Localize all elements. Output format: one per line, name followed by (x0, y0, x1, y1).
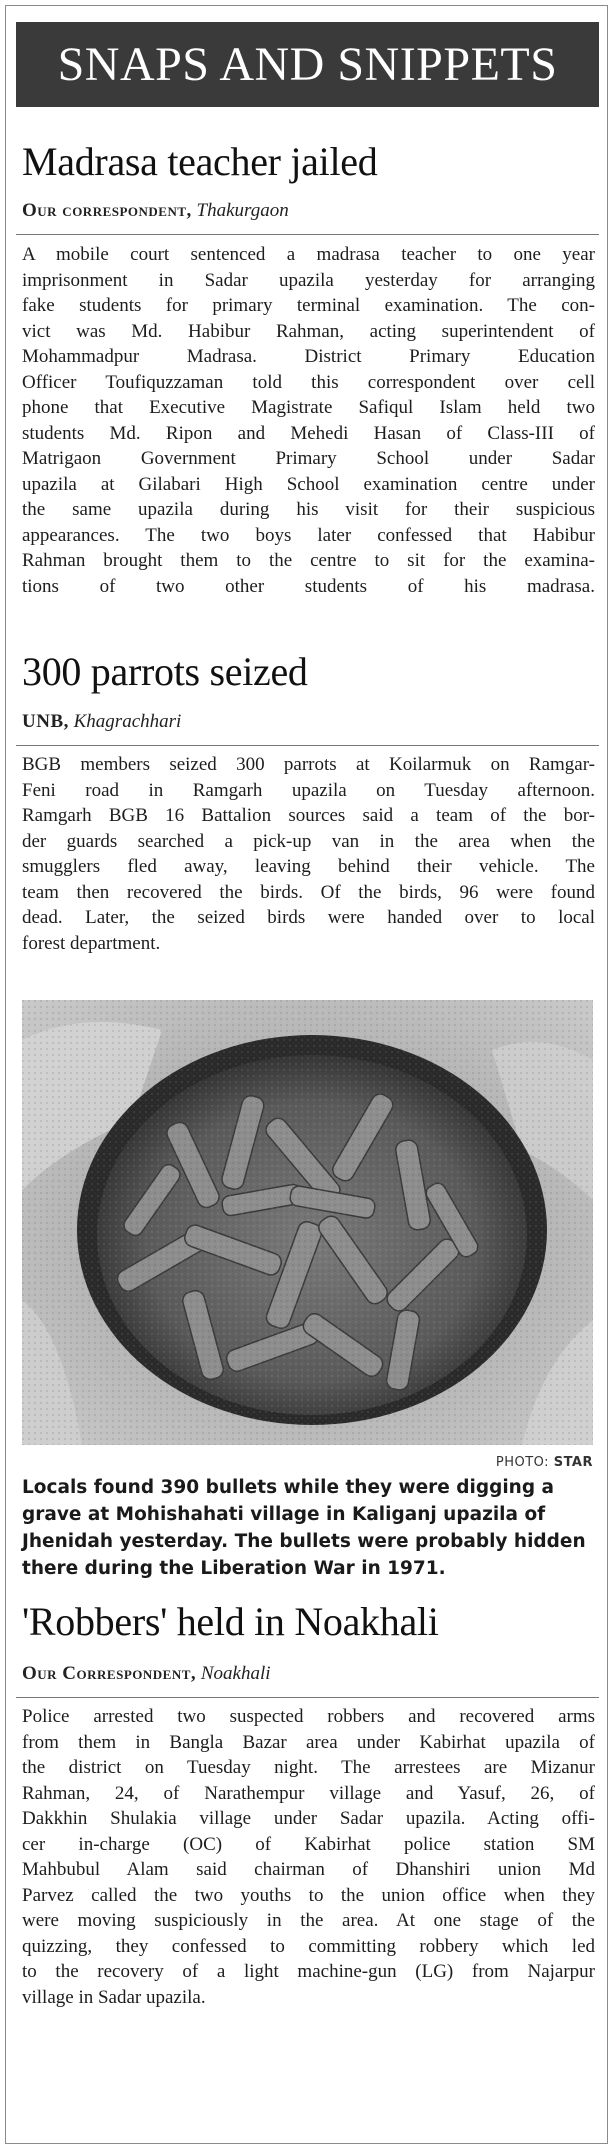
article-line: Feni road in Ramgarh upazila on Tuesday afternoon. (22, 779, 595, 801)
headline-parrots-seized: 300 parrots seized (22, 649, 308, 694)
article-line: Mohammadpur Madrasa. District Primary Education (22, 346, 595, 367)
article-line: were moving suspiciously in the area. At one stage of the (22, 1910, 595, 1931)
article-line: Dakkhin Shulakia village under Sadar upazila. Acting offi- (22, 1808, 595, 1829)
article-line: Matrigaon Government Primary School under Sadar (22, 448, 595, 469)
article-line: village in Sadar upazila. (22, 1986, 206, 2008)
article-line: Officer Toufiquzzaman told this correspondent over cell (22, 371, 595, 393)
photo-credit (496, 1455, 593, 1470)
news-photo-bullets (22, 1000, 593, 1445)
article-line: the district on Tuesday night. The arrestees are Mizanur (22, 1757, 595, 1778)
byline-rule (16, 234, 599, 235)
article-line: Rahman, 24, of Narathempur village and Yasuf, 26, of (22, 1782, 595, 1804)
section-banner: SNAPS AND SNIPPETS (16, 22, 599, 107)
photo-caption: Locals found 390 bullets while they were digging a grave at Mohishahati village in Kaliganj upazila of Jhenidah yesterday. The bullets were probably hidden there during the Liberation War in 1971. (22, 1477, 586, 1579)
article-line: vict was Md. Habibur Rahman, acting superintendent of (22, 320, 595, 342)
byline-rule (16, 1697, 599, 1698)
article-body-robbers-held (22, 1704, 595, 2010)
byline-author: Our correspondent, (22, 200, 192, 221)
article-line: smugglers fled away, leaving behind their vehicle. The (22, 856, 595, 877)
article-line: fake students for primary terminal examination. The con- (22, 295, 595, 316)
byline-location: Khagrachhari (73, 711, 182, 732)
article-line: dead. Later, the seized birds were handed over to local (22, 907, 595, 928)
byline-location: Thakurgaon (196, 200, 289, 221)
article-line: tions of two other students of his madrasa. (22, 575, 595, 597)
article-line: students Md. Ripon and Mehedi Hasan of Class-III of (22, 422, 595, 444)
article-line: der guards searched a pick-up van in the area when the (22, 830, 595, 852)
article-line: A mobile court sentenced a madrasa teacher to one year (22, 244, 595, 265)
byline-robbers-held (22, 1663, 271, 1685)
photo-credit-label: PHOTO: (495, 1455, 550, 1470)
article-line: Rahman brought them to the centre to sit for the examina- (22, 550, 595, 571)
article-line: to the recovery of a light machine-gun (LG) from Najarpur (22, 1961, 595, 1982)
article-line: team then recovered the birds. Of the birds, 96 were found (22, 881, 595, 903)
byline-author: Our Correspondent, (22, 1663, 197, 1684)
article-line: Ramgarh BGB 16 Battalion sources said a team of the bor- (22, 805, 595, 826)
headline-robbers-held: 'Robbers' held in Noakhali (22, 1599, 439, 1644)
article-line: BGB members seized 300 parrots at Koilarmuk on Ramgar- (22, 754, 595, 775)
article-line: upazila at Gilabari High School examination centre under (22, 473, 595, 495)
article-line: Mahbubul Alam said chairman of Dhanshiri union Md (22, 1859, 595, 1880)
article-line: imprisonment in Sadar upazila yesterday for arranging (22, 269, 595, 291)
byline-location: Noakhali (200, 1663, 271, 1684)
article-line: phone that Executive Magistrate Safiqul Islam held two (22, 397, 595, 418)
article-body-madrasa-teacher (22, 242, 595, 599)
bullets-photo-image (22, 1000, 593, 1445)
byline-madrasa-teacher (22, 200, 289, 222)
article-line: Police arrested two suspected robbers and recovered arms (22, 1706, 595, 1727)
article-line: cer in-charge (OC) of Kabirhat police station SM (22, 1833, 595, 1855)
article-line: Parvez called the two youths to the union office when they (22, 1884, 595, 1906)
byline-rule (16, 745, 599, 746)
article-line: forest department. (22, 932, 161, 954)
article-body-parrots-seized (22, 752, 595, 956)
photo-credit-source: STAR (553, 1455, 593, 1470)
headline-madrasa-teacher: Madrasa teacher jailed (22, 139, 378, 184)
byline-author: UNB, (22, 711, 69, 732)
byline-parrots-seized (22, 711, 181, 733)
article-line: quizzing, they confessed to committing robbery which led (22, 1935, 595, 1957)
article-line: from them in Bangla Bazar area under Kabirhat upazila of (22, 1731, 595, 1753)
article-line: appearances. The two boys later confessed that Habibur (22, 524, 595, 546)
article-line: the same upazila during his visit for their suspicious (22, 499, 595, 520)
